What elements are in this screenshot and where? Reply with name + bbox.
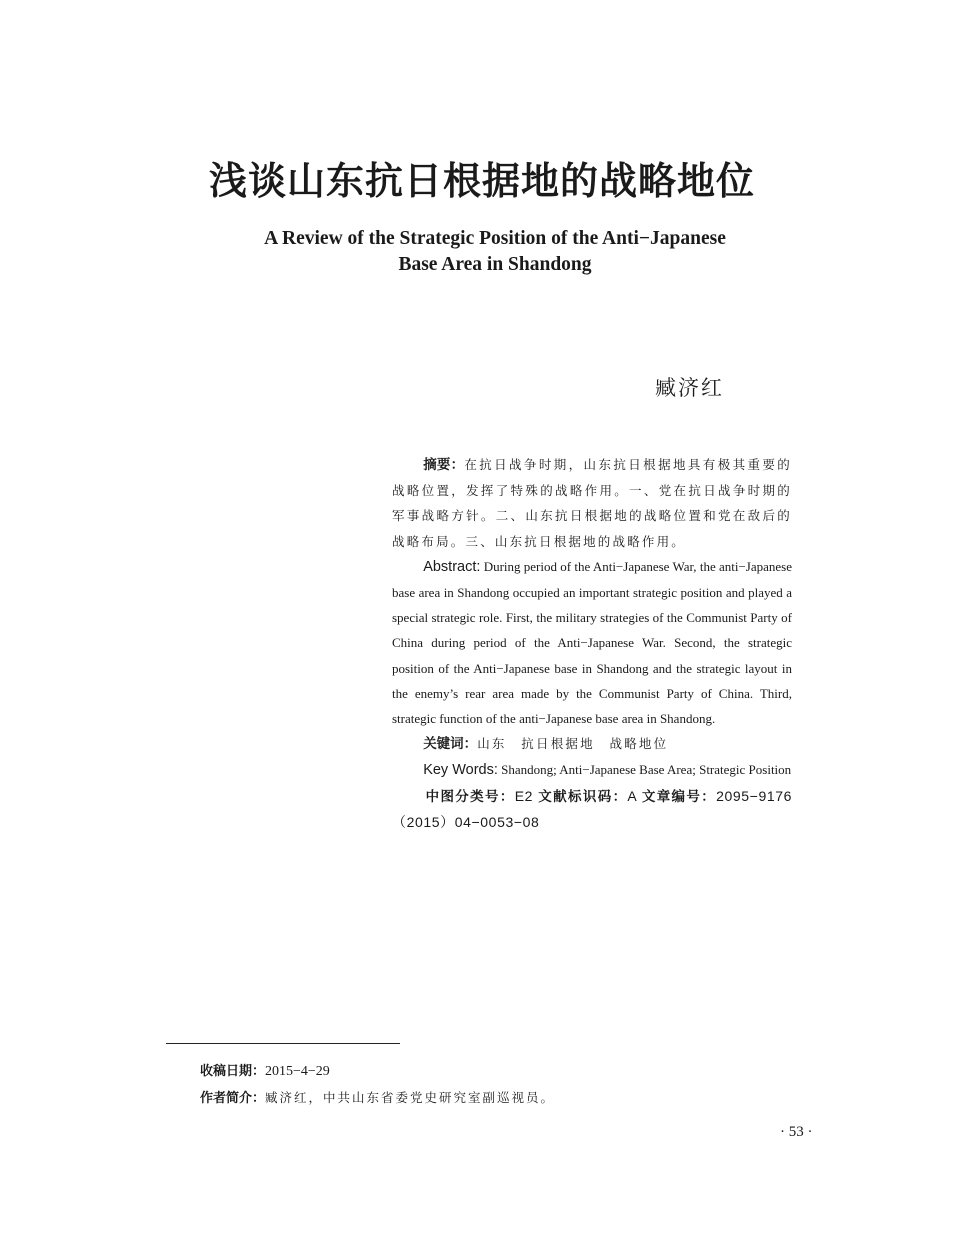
abstract-english-text: During period of the Anti−Japanese War, the anti−Japanese base area in Shandong occupied an important strategic position and played a special strategic role. First, the military strategies of the Communist Party of China during period of the Anti−Japanese War. Second, the strategic position of the Anti−Japanese base in Shandong and the strategic layout in the enemy’s rear area made by the Communist Party of China. Third, strategic function of the anti−Japanese base area in Shandong. bbox=[392, 558, 793, 727]
author-bio bbox=[200, 1085, 555, 1112]
received-date bbox=[200, 1058, 555, 1085]
abstract-chinese-text: 在抗日战争时期，山东抗日根据地具有极其重要的战略位置，发挥了特殊的战略作用。一、党在抗日战争时期的军事战略方针。二、山东抗日根据地的战略位置和党在敌后的战略布局。三、山东抗日根据地的战略作用。 bbox=[392, 457, 793, 549]
author-bio-text: 臧济红，中共山东省委党史研究室副巡视员。 bbox=[265, 1090, 556, 1105]
title-english-line-1: A Review of the Strategic Position of the Anti−Japanese bbox=[264, 228, 726, 249]
keywords-english bbox=[392, 757, 792, 783]
doc-code-label: 文献标识码： bbox=[538, 788, 628, 805]
abstract-english-label: Abstract: bbox=[423, 558, 481, 575]
abstract-english bbox=[392, 554, 792, 731]
clc-value: E2 bbox=[514, 787, 534, 804]
article-number-label: 文章编号： bbox=[641, 788, 717, 805]
keywords-chinese bbox=[392, 731, 792, 757]
abstract-chinese-label: 摘要： bbox=[423, 457, 465, 473]
article-number-value: 2095−9176（2015）04−0053−08 bbox=[392, 787, 792, 830]
keywords-chinese-text: 山东 抗日根据地 战略地位 bbox=[477, 736, 669, 752]
classification-info bbox=[392, 784, 792, 835]
author-name: 臧济红 bbox=[655, 376, 724, 400]
author-bio-label: 作者简介： bbox=[200, 1091, 266, 1106]
abstract-chinese bbox=[392, 452, 792, 554]
page-number: · 53 · bbox=[780, 1124, 813, 1140]
keywords-english-text: Shandong; Anti−Japanese Base Area; Strategic Position bbox=[501, 762, 792, 778]
clc-label: 中图分类号： bbox=[425, 788, 515, 805]
title-english bbox=[0, 226, 964, 278]
keywords-english-label: Key Words: bbox=[423, 762, 498, 779]
footnote-divider bbox=[166, 1043, 400, 1044]
abstract-block bbox=[392, 452, 792, 835]
received-date-label: 收稿日期： bbox=[200, 1064, 266, 1079]
title-chinese: 浅谈山东抗日根据地的战略地位 bbox=[208, 158, 755, 203]
keywords-chinese-label: 关键词： bbox=[423, 736, 478, 753]
doc-code-value: A bbox=[627, 787, 637, 804]
received-date-value: 2015−4−29 bbox=[265, 1064, 330, 1079]
footnotes bbox=[200, 1058, 555, 1112]
title-english-line-2: Base Area in Shandong bbox=[398, 254, 592, 275]
